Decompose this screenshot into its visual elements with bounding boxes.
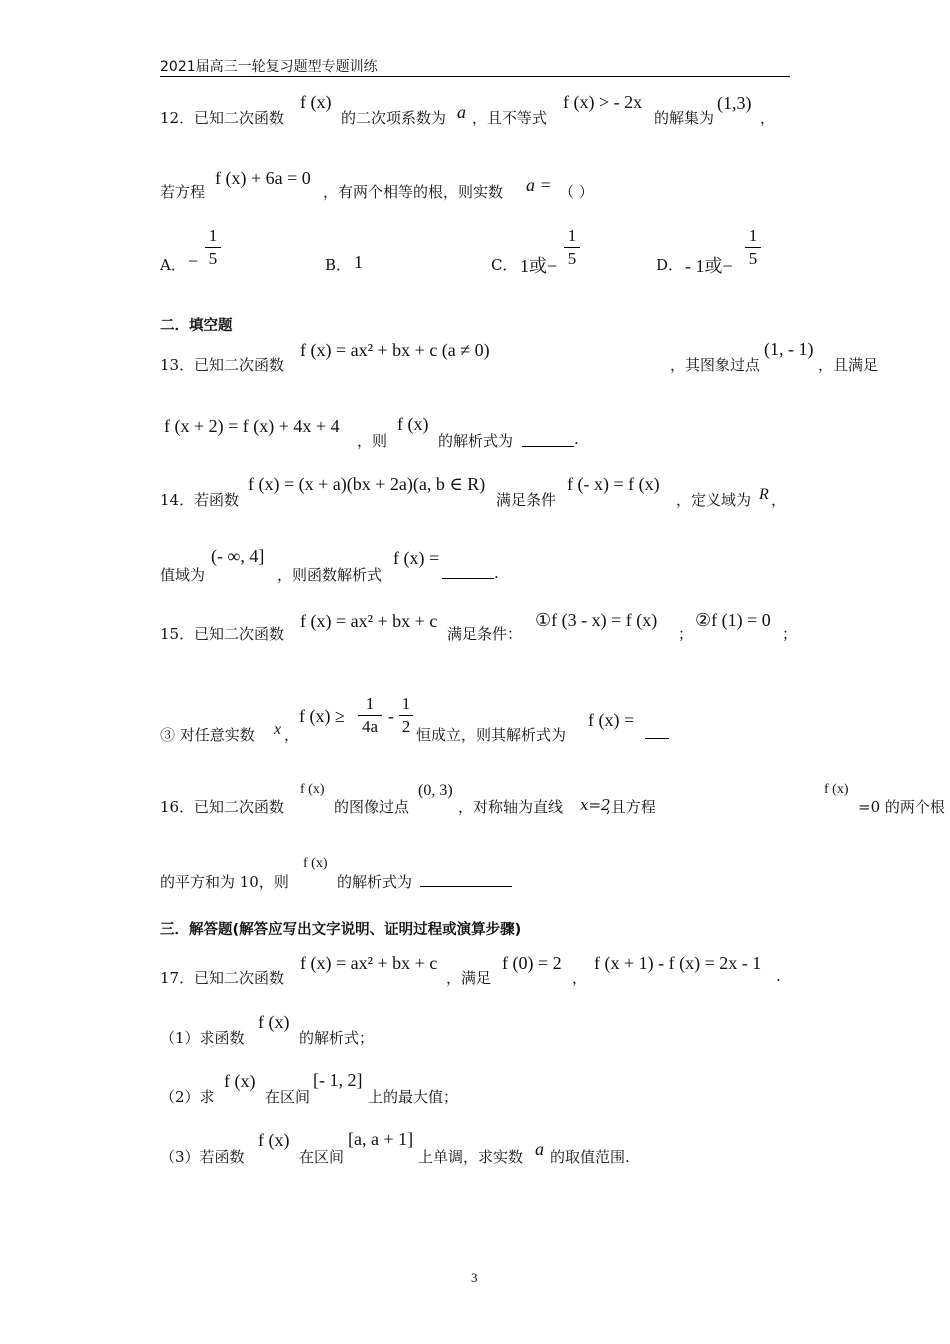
question-text: 已知二次函数 [194, 625, 285, 643]
question-text: ，且满足 [818, 356, 879, 374]
option-value: - 1或− [685, 256, 733, 276]
question-text: （3）若函数 [160, 1148, 245, 1166]
fraction [205, 226, 221, 269]
question-number: 13． [160, 356, 195, 374]
math-expression: x=2 [580, 796, 611, 814]
option-value: − [188, 251, 199, 271]
fraction-bar [564, 247, 580, 248]
question-text: 值域为 [160, 566, 206, 584]
option-label: C． [491, 256, 518, 274]
math-expression: f (x) [303, 856, 328, 871]
math-expression: a [535, 1139, 544, 1159]
numerator: 1 [401, 694, 411, 713]
question-text: . [776, 967, 781, 985]
question-text: ，定义域为 [676, 491, 752, 509]
denominator: 5 [567, 249, 577, 268]
math-expression: f (x) + 6a = 0 [215, 168, 311, 188]
denominator: 4a [361, 717, 379, 736]
fraction [399, 694, 413, 737]
question-text: =0 的两个根 [858, 798, 945, 816]
math-expression: ②f (1) = 0 [695, 610, 771, 630]
question-text: 已知二次函数 [194, 798, 285, 816]
answer-blank [420, 872, 512, 887]
question-12-options [160, 226, 800, 276]
numerator: 1 [208, 226, 218, 245]
question-text: 满足条件： [447, 625, 523, 643]
question-text: 的二次项系数为 [341, 109, 447, 127]
math-expression: f (x) [224, 1071, 256, 1091]
question-text: 满足条件 [496, 491, 557, 509]
section-title: 二．填空题 [160, 318, 233, 334]
question-number: 15． [160, 625, 195, 643]
question-text: ， [760, 109, 776, 127]
math-expression: a = [526, 175, 552, 195]
question-text: 在区间 [299, 1148, 345, 1166]
math-expression: f (x) = (x + a)(bx + 2a)(a, b ∈ R) [248, 474, 486, 494]
math-expression: f (x) = ax² + bx + c [300, 611, 438, 631]
question-text: 已知二次函数 [194, 969, 285, 987]
math-expression: f (x + 2) = f (x) + 4x + 4 [164, 416, 340, 436]
answer-blank [522, 432, 574, 447]
question-text: . [494, 564, 499, 582]
question-number: 17． [160, 969, 195, 987]
numerator: 1 [748, 226, 758, 245]
math-expression: (0, 3) [418, 782, 453, 799]
question-text: 已知二次函数 [194, 109, 285, 127]
math-expression: ①f (3 - x) = f (x) [535, 610, 658, 630]
question-text: 在区间 [265, 1088, 311, 1106]
math-expression: (- ∞, 4] [211, 546, 265, 566]
math-expression: x [274, 721, 282, 738]
denominator: 5 [208, 249, 218, 268]
fraction [358, 694, 382, 737]
fraction [564, 226, 580, 269]
question-text: 的解析式为 [438, 432, 514, 450]
question-text: . [574, 430, 579, 448]
section-title: 三．解答题(解答应写出文字说明、证明过程或演算步骤) [160, 922, 522, 938]
question-text: ； [782, 625, 798, 643]
math-expression: f (x) [824, 782, 849, 797]
question-text: （1）求函数 [160, 1029, 245, 1047]
question-text: 上单调，求实数 [418, 1148, 524, 1166]
math-expression: - [388, 706, 394, 726]
question-text: 已知二次函数 [194, 356, 285, 374]
numerator: 1 [567, 226, 577, 245]
math-expression: f (x) [397, 414, 429, 434]
question-text: ，其图象过点 [670, 356, 761, 374]
question-text: ， [572, 969, 588, 987]
option-label: B． [325, 256, 352, 274]
question-text: 的平方和为 10，则 [160, 873, 289, 891]
question-text: ，满足 [446, 969, 492, 987]
math-expression: [a, a + 1] [348, 1129, 414, 1149]
fraction-bar [205, 247, 221, 248]
question-text: 的图像过点 [334, 798, 410, 816]
question-text: 若方程 [160, 183, 206, 201]
question-text: 若函数 [194, 491, 240, 509]
option-label: D． [656, 256, 684, 274]
math-expression: f (x) > - 2x [563, 92, 643, 112]
math-expression: f (x) = ax² + bx + c [300, 953, 438, 973]
question-number: 16． [160, 798, 195, 816]
math-expression: f (x) [300, 92, 332, 112]
fraction [745, 226, 761, 269]
page-number: 3 [471, 1270, 478, 1285]
fraction-bar [358, 715, 382, 716]
option-value: 1 [354, 252, 363, 272]
question-text: 的取值范围. [550, 1148, 630, 1166]
question-text: ,且方程 [606, 798, 656, 816]
math-expression: f (x) [258, 1130, 290, 1150]
question-number: 14． [160, 491, 195, 509]
math-expression: f (x) ≥ [299, 706, 345, 726]
question-text: ， [771, 491, 787, 509]
question-text: ，则函数解析式 [277, 566, 383, 584]
fraction-bar [745, 247, 761, 248]
math-expression: f (x + 1) - f (x) = 2x - 1 [594, 953, 762, 973]
math-expression: (1,3) [717, 93, 752, 113]
answer-blank [645, 724, 669, 739]
math-expression: a [457, 102, 466, 122]
math-expression: R [759, 486, 769, 503]
math-expression: f (x) = [393, 548, 440, 568]
question-text: （2）求 [160, 1088, 215, 1106]
option-label: A． [160, 256, 186, 274]
question-text: ， [284, 726, 300, 744]
math-expression: f (- x) = f (x) [567, 474, 660, 494]
question-text: 的解析式； [299, 1029, 375, 1047]
question-text: （ ） [559, 183, 594, 201]
question-text: ，则 [357, 432, 388, 450]
math-expression: f (x) = ax² + bx + c (a ≠ 0) [300, 340, 490, 360]
question-text: 的解集为 [654, 109, 715, 127]
math-expression: f (x) [300, 782, 325, 797]
question-text: 的解析式为 [337, 873, 413, 891]
header-rule [160, 76, 790, 77]
page-header-title: 2021届高三一轮复习题型专题训练 [160, 59, 378, 75]
math-expression: (1, - 1) [764, 339, 814, 359]
question-text: 上的最大值； [368, 1088, 459, 1106]
option-value: 1或− [520, 256, 558, 276]
question-text: ，有两个相等的根，则实数 [323, 183, 504, 201]
question-text: ； [678, 625, 694, 643]
question-text: ，对称轴为直线 [458, 798, 564, 816]
question-text: ，且不等式 [472, 109, 548, 127]
math-expression: f (x) [258, 1012, 290, 1032]
question-text: ③ 对任意实数 [160, 726, 255, 744]
numerator: 1 [365, 694, 375, 713]
denominator: 5 [748, 249, 758, 268]
question-number: 12． [160, 109, 195, 127]
fraction-bar [399, 715, 413, 716]
math-expression: [- 1, 2] [313, 1070, 363, 1090]
question-text: 恒成立，则其解析式为 [416, 726, 567, 744]
math-expression: f (x) = [588, 710, 635, 730]
denominator: 2 [401, 717, 411, 736]
answer-blank [442, 564, 494, 579]
math-expression: f (0) = 2 [502, 953, 562, 973]
